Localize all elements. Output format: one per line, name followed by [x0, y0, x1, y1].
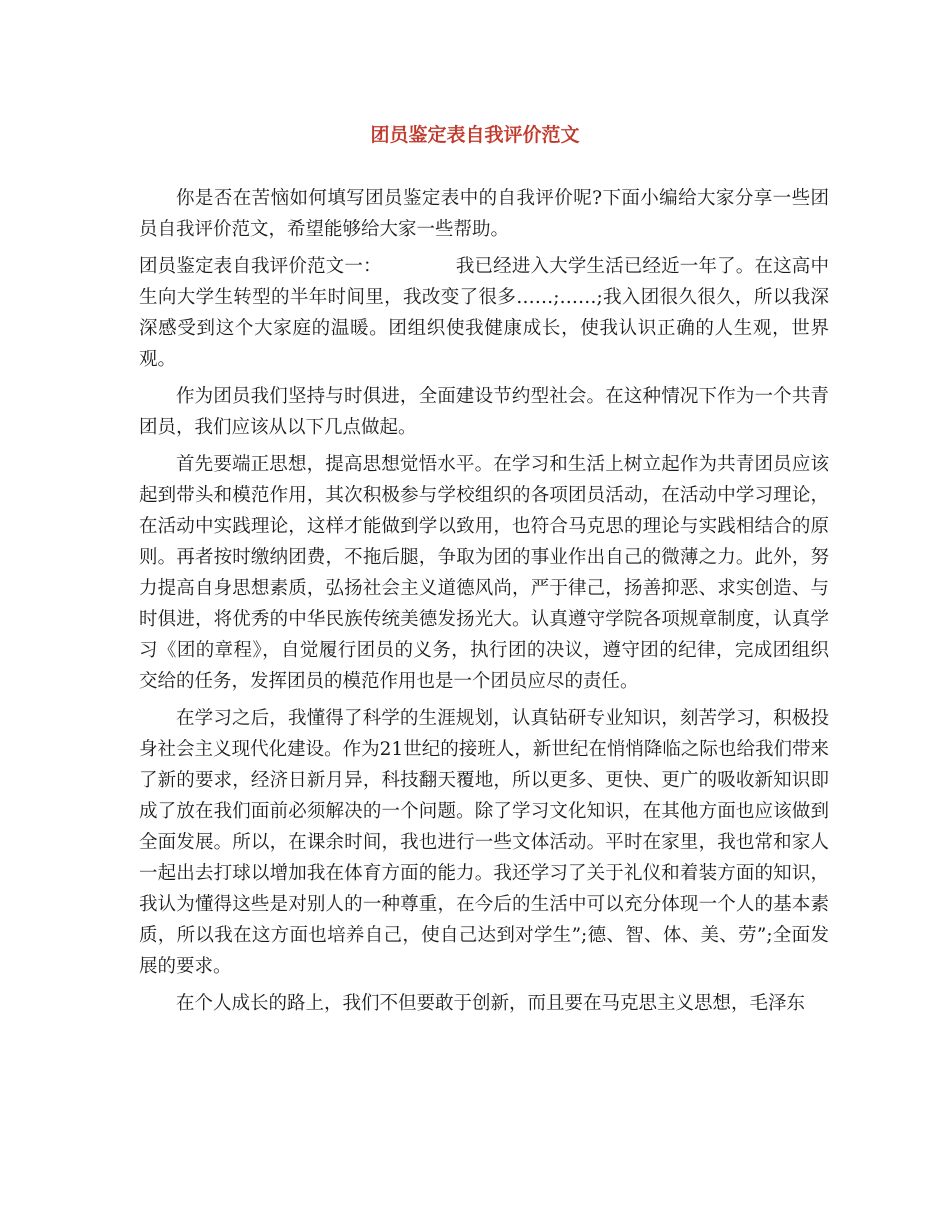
example-one-paragraph [139, 251, 829, 375]
paragraph-3: 首先要端正思想，提高思想觉悟水平。在学习和生活上树立起作为共青团员应该起到带头和模范作用，其次积极参与学校组织的各项团员活动，在活动中学习理论，在活动中实践理论，这样才能做到学以致用，也符合马克思的理论与实践相结合的原则。再者按时缴纳团费，不拖后腿，争取为团的事业作出自己的微薄之力。此外，努力提高自身思想素质，弘扬社会主义道德风尚，严于律己，扬善抑恶、求实创造、与时俱进，将优秀的中华民族传统美德发扬光大。认真遵守学院各项规章制度，认真学习《团的章程》，自觉履行团员的义务，执行团的决议，遵守团的纪律，完成团组织交给的任务，发挥团员的模范作用也是一个团员应尽的责任。 [139, 454, 829, 692]
example-one-label: 团员鉴定表自我评价范文一： [139, 256, 382, 277]
document-title: 团员鉴定表自我评价范文 [370, 124, 580, 146]
document-body [139, 183, 829, 1025]
paragraph-2: 作为团员我们坚持与时俱进，全面建设节约型社会。在这种情况下作为一个共青团员，我们应该从以下几点做起。 [139, 386, 829, 438]
example-one-text: 我已经进入大学生活已经近一年了。在这高中生向大学生转型的半年时间里，我改变了很多……;……;我入团很久很久，所以我深深感受到这个大家庭的温暖。团组织使我健康成长，使我认识正确的人生观，世界观。 [139, 256, 829, 370]
paragraph-5: 在个人成长的路上，我们不但要敢于创新，而且要在马克思主义思想，毛泽东 [176, 993, 806, 1014]
paragraph-4: 在学习之后，我懂得了科学的生涯规划，认真钻研专业知识，刻苦学习，积极投身社会主义现代化建设。作为21世纪的接班人，新世纪在悄悄降临之际也给我们带来了新的要求，经济日新月异，科技翻天覆地，所以更多、更快、更广的吸收新知识即成了放在我们面前必须解决的一个问题。除了学习文化知识，在其他方面也应该做到全面发展。所以，在课余时间，我也进行一些文体活动。平时在家里，我也常和家人一起出去打球以增加我在体育方面的能力。我还学习了关于礼仪和着装方面的知识，我认为懂得这些是对别人的一种尊重，在今后的生活中可以充分体现一个人的基本素质，所以我在这方面也培养自己，使自己达到对学生”;德、智、体、美、劳”;全面发展的要求。 [139, 708, 829, 977]
intro-paragraph: 你是否在苦恼如何填写团员鉴定表中的自我评价呢?下面小编给大家分享一些团员自我评价范文，希望能够给大家一些帮助。 [139, 188, 829, 240]
